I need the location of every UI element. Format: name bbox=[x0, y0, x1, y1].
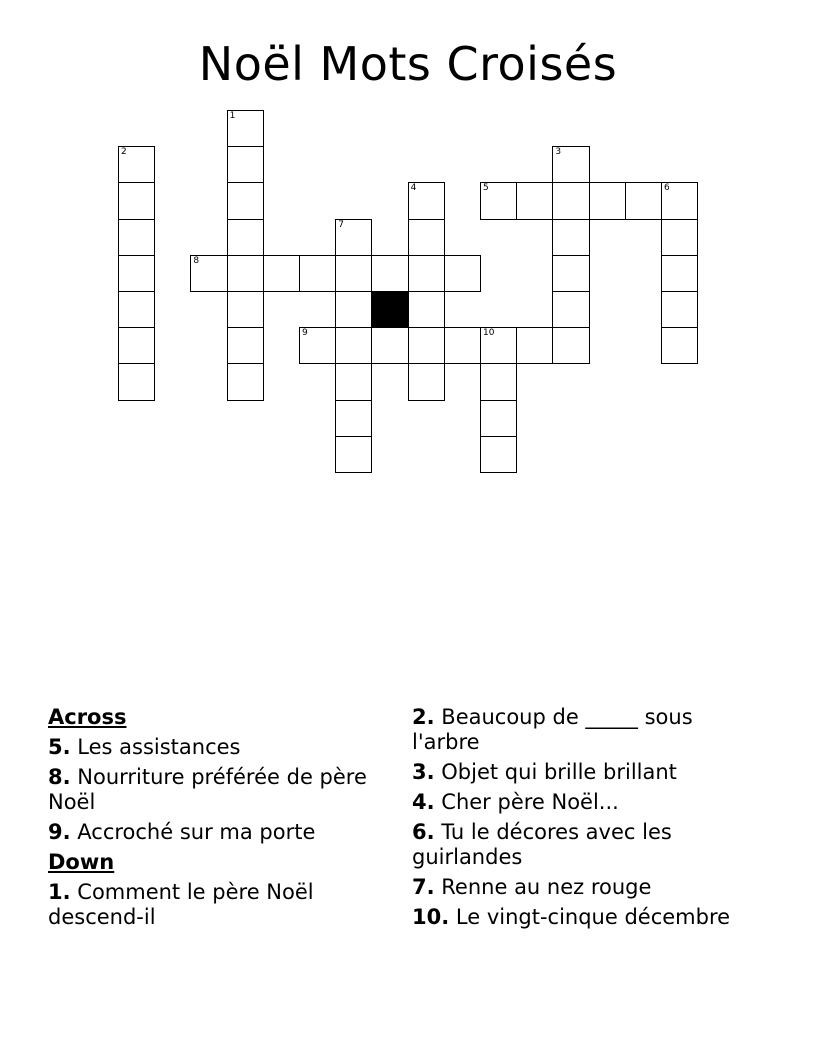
cell-number: 2 bbox=[121, 147, 127, 158]
cell-number: 3 bbox=[555, 147, 562, 158]
grid-cell[interactable] bbox=[408, 182, 445, 219]
grid-cell[interactable] bbox=[480, 327, 517, 364]
clue-down-6 bbox=[412, 820, 742, 870]
clue-number: 1. bbox=[48, 880, 71, 904]
clue-text: Comment le père Noël descend-il bbox=[48, 880, 314, 929]
grid-cell[interactable] bbox=[227, 182, 264, 219]
clue-number: 10. bbox=[412, 905, 450, 929]
grid-cell[interactable] bbox=[227, 110, 264, 147]
clue-number: 2. bbox=[412, 705, 435, 729]
clue-down-3 bbox=[412, 760, 742, 785]
clue-number: 6. bbox=[412, 820, 435, 844]
grid-cell[interactable] bbox=[516, 182, 553, 219]
grid-cell[interactable] bbox=[552, 182, 589, 219]
grid-cell[interactable] bbox=[118, 182, 155, 219]
clue-number: 7. bbox=[412, 875, 435, 899]
clue-down-2 bbox=[412, 705, 742, 755]
grid-cell[interactable] bbox=[335, 219, 372, 256]
cell-number: 10 bbox=[483, 328, 495, 339]
grid-cell[interactable] bbox=[335, 436, 372, 473]
clue-text: Les assistances bbox=[77, 735, 241, 759]
grid-cell[interactable] bbox=[552, 219, 589, 256]
grid-cell[interactable] bbox=[118, 291, 155, 328]
grid-cell[interactable] bbox=[118, 146, 155, 183]
grid-cell[interactable] bbox=[227, 327, 264, 364]
grid-cell[interactable] bbox=[480, 363, 517, 400]
clue-text: Renne au nez rouge bbox=[441, 875, 652, 899]
clue-number: 3. bbox=[412, 760, 435, 784]
cell-number: 4 bbox=[410, 183, 417, 194]
grid-cell[interactable] bbox=[516, 327, 553, 364]
cell-number: 5 bbox=[483, 183, 489, 194]
grid-cell[interactable] bbox=[661, 291, 698, 328]
grid-cell[interactable] bbox=[444, 255, 481, 292]
clue-down-4 bbox=[412, 790, 742, 815]
grid-cell[interactable] bbox=[335, 255, 372, 292]
grid-cell[interactable] bbox=[589, 182, 626, 219]
grid-cell[interactable] bbox=[480, 436, 517, 473]
grid-cell[interactable] bbox=[661, 255, 698, 292]
grid-cell[interactable] bbox=[408, 291, 445, 328]
clue-down-7 bbox=[412, 875, 742, 900]
clue-down-10 bbox=[412, 905, 742, 930]
grid-cell[interactable] bbox=[335, 327, 372, 364]
grid-cell[interactable] bbox=[552, 327, 589, 364]
page-title: Noël Mots Croisés bbox=[198, 37, 618, 91]
clue-number: 8. bbox=[48, 765, 71, 789]
grid-cell[interactable] bbox=[408, 327, 445, 364]
grid-cell[interactable] bbox=[227, 255, 264, 292]
clue-across-8 bbox=[48, 765, 368, 815]
grid-cell[interactable] bbox=[227, 219, 264, 256]
grid-cell[interactable] bbox=[227, 363, 264, 400]
grid-cell[interactable] bbox=[335, 291, 372, 328]
across-heading: Across bbox=[48, 705, 127, 729]
grid-cell[interactable] bbox=[299, 255, 336, 292]
grid-cell[interactable] bbox=[118, 255, 155, 292]
down-heading: Down bbox=[48, 850, 115, 874]
clue-text: Accroché sur ma porte bbox=[77, 820, 316, 844]
clues-left-column bbox=[48, 705, 368, 935]
cell-number: 9 bbox=[302, 328, 308, 339]
clue-number: 4. bbox=[412, 790, 435, 814]
grid-cell[interactable] bbox=[661, 219, 698, 256]
crossword-grid bbox=[0, 0, 816, 520]
clue-text: Le vingt-cinque décembre bbox=[455, 905, 731, 929]
grid-cell[interactable] bbox=[371, 255, 408, 292]
grid-cell[interactable] bbox=[263, 255, 300, 292]
grid-cell[interactable] bbox=[661, 327, 698, 364]
clue-number: 9. bbox=[48, 820, 71, 844]
clue-across-9 bbox=[48, 820, 368, 845]
grid-cell[interactable] bbox=[625, 182, 662, 219]
grid-cell[interactable] bbox=[299, 327, 336, 364]
grid-cell[interactable] bbox=[552, 255, 589, 292]
clue-text: Nourriture préférée de père Noël bbox=[48, 765, 367, 814]
cell-number: 1 bbox=[229, 111, 236, 121]
grid-cell[interactable] bbox=[118, 363, 155, 400]
clue-down-1 bbox=[48, 880, 368, 930]
clue-number: 5. bbox=[48, 735, 71, 759]
grid-cell[interactable] bbox=[335, 363, 372, 400]
grid-cell[interactable] bbox=[408, 255, 445, 292]
grid-cell[interactable] bbox=[371, 327, 408, 364]
grid-cell[interactable] bbox=[118, 219, 155, 256]
clue-text: Tu le décores avec les guirlandes bbox=[412, 820, 672, 869]
clue-text: Objet qui brille brillant bbox=[441, 760, 677, 784]
cell-number: 7 bbox=[338, 219, 344, 230]
grid-cell[interactable] bbox=[408, 363, 445, 400]
grid-cell[interactable] bbox=[227, 291, 264, 328]
grid-cell[interactable] bbox=[552, 291, 589, 328]
grid-cell[interactable] bbox=[661, 182, 698, 219]
clues-right-column bbox=[412, 705, 742, 935]
grid-cell[interactable] bbox=[190, 255, 227, 292]
grid-cell[interactable] bbox=[444, 327, 481, 364]
grid-cell[interactable] bbox=[480, 400, 517, 437]
grid-cell[interactable] bbox=[118, 327, 155, 364]
clue-text: Beaucoup de _____ sous l'arbre bbox=[412, 705, 693, 754]
cell-number: 6 bbox=[664, 183, 670, 194]
grid-block-cell bbox=[371, 291, 408, 328]
cell-number: 8 bbox=[193, 255, 200, 266]
grid-cell[interactable] bbox=[552, 146, 589, 183]
clue-text: Cher père Noël... bbox=[441, 790, 619, 814]
grid-cell[interactable] bbox=[227, 146, 264, 183]
clue-across-5 bbox=[48, 735, 368, 760]
grid-cell[interactable] bbox=[480, 182, 517, 219]
grid-cell[interactable] bbox=[408, 219, 445, 256]
grid-cell[interactable] bbox=[335, 400, 372, 437]
